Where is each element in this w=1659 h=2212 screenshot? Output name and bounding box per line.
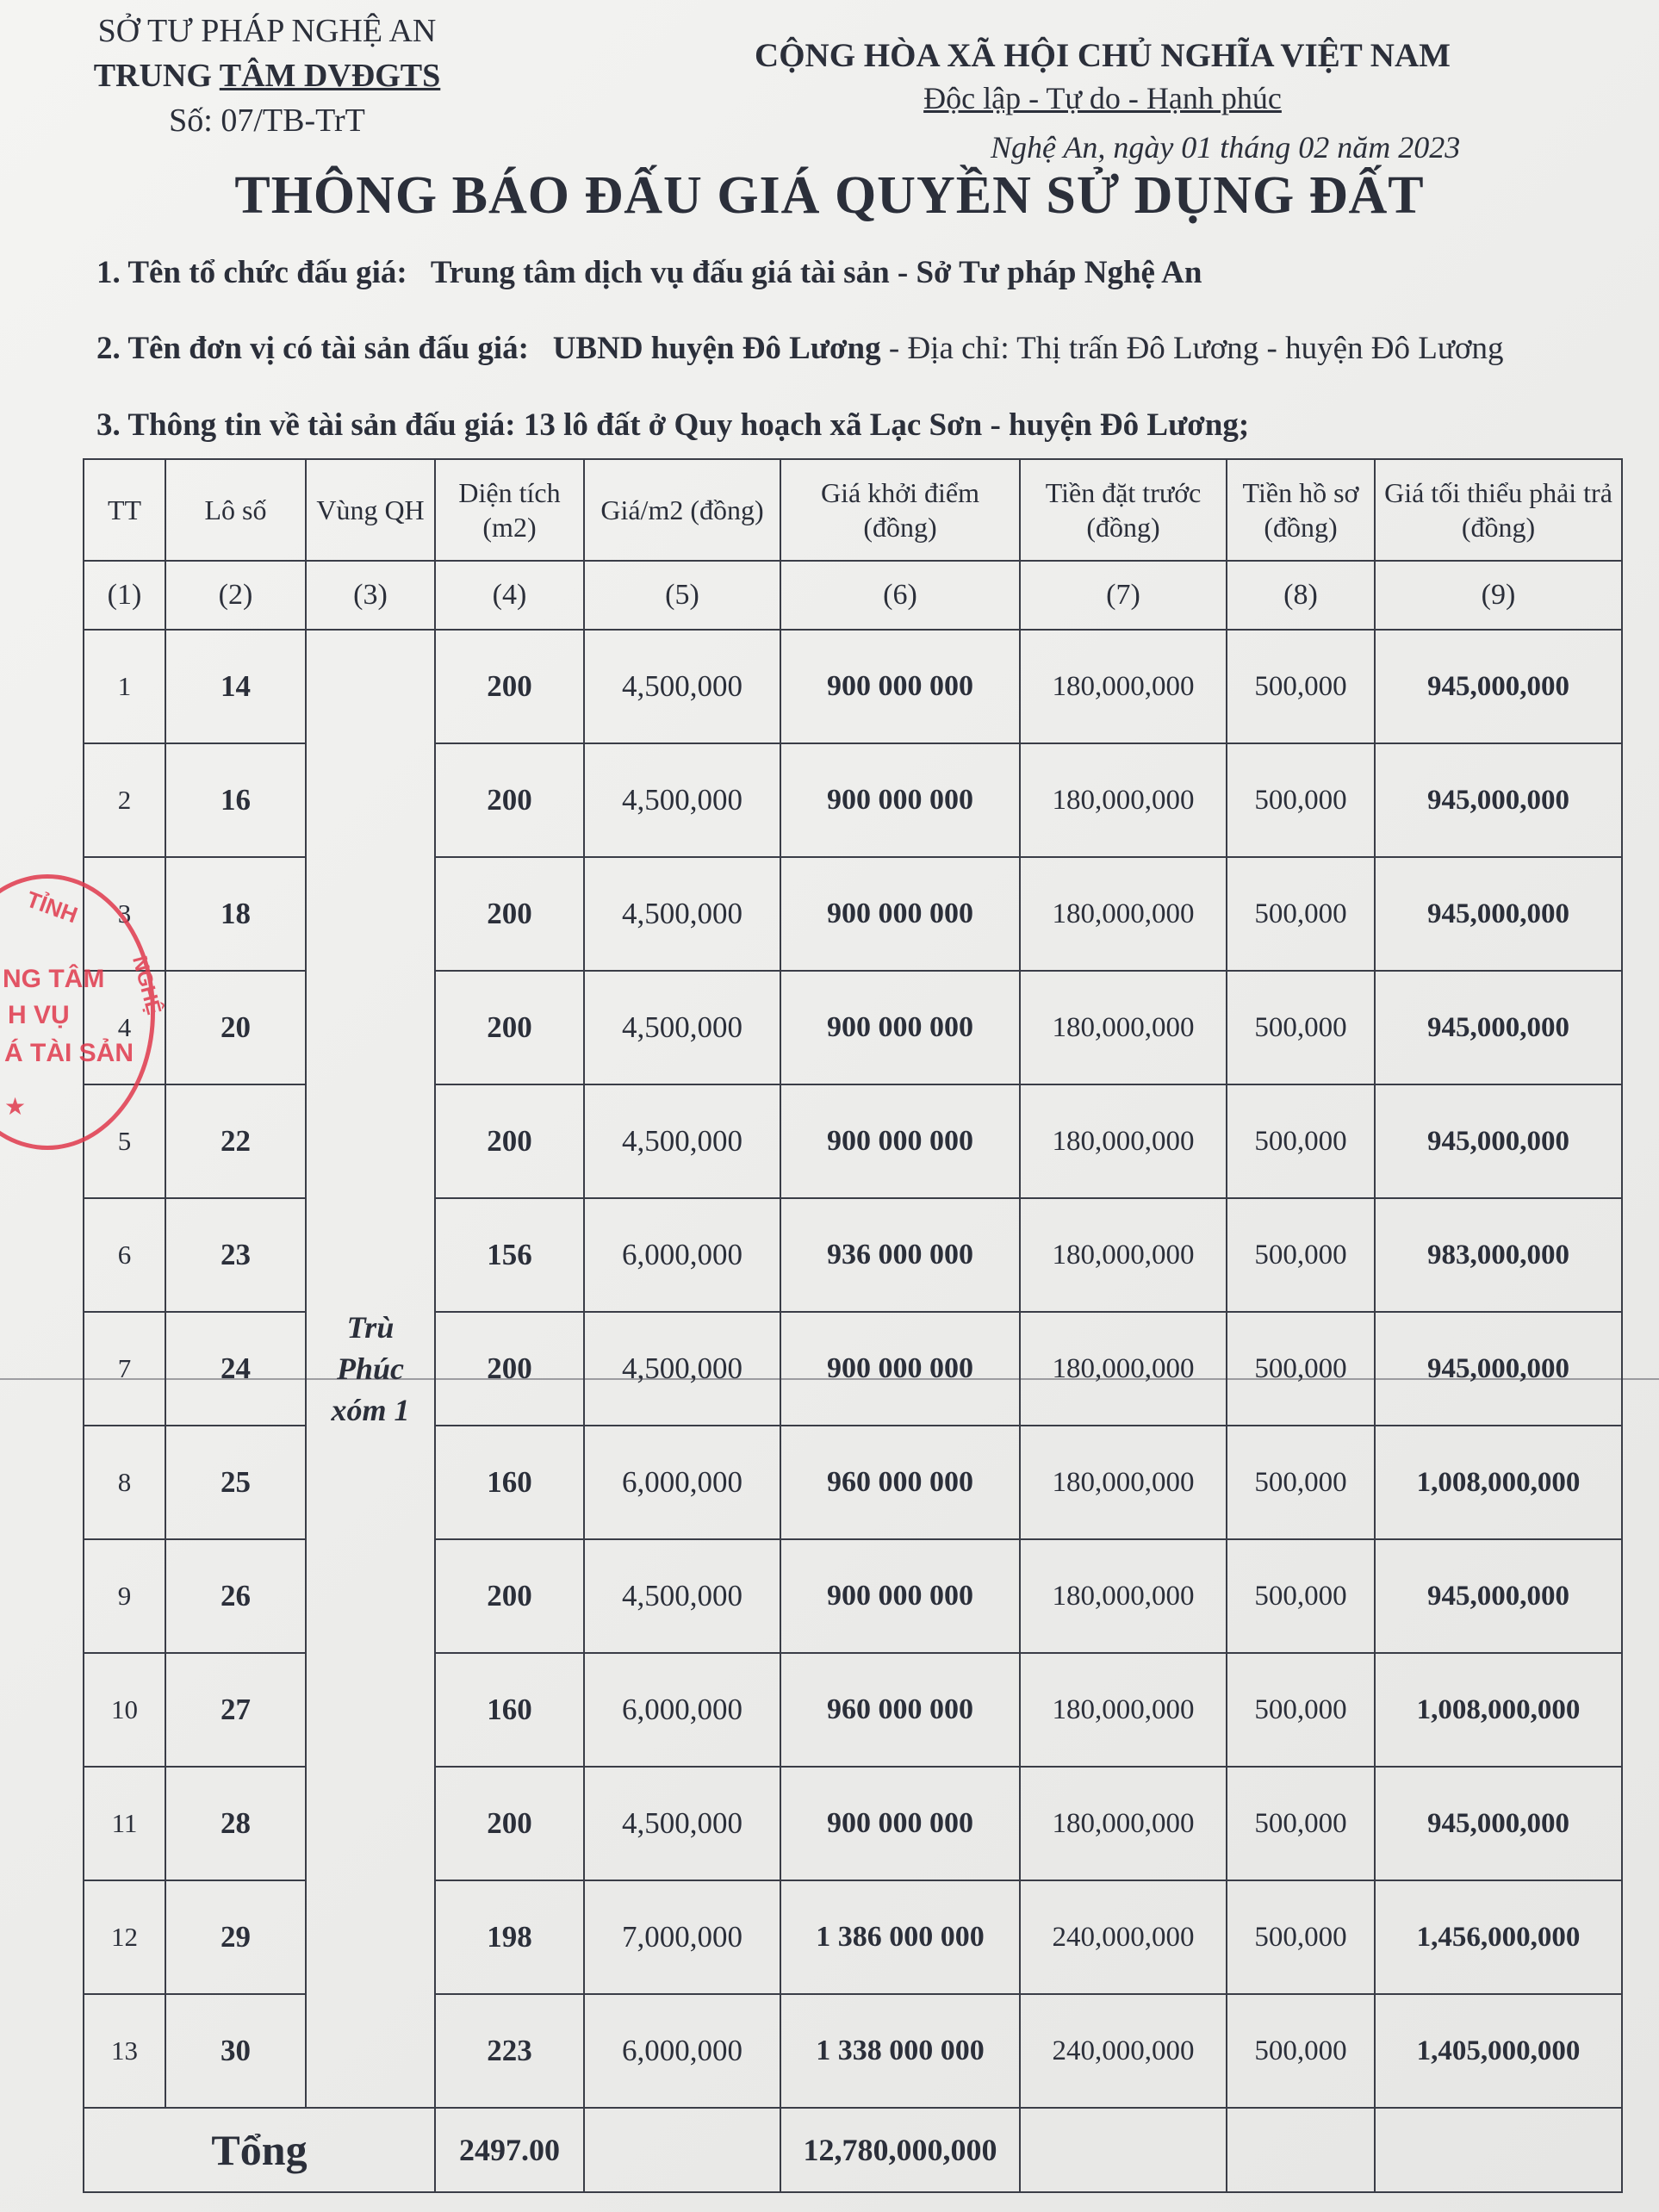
cell-deposit: 180,000,000	[1020, 1653, 1227, 1767]
total-area: 2497.00	[435, 2108, 584, 2192]
col-header-price: Giá/m2 (đồng)	[584, 459, 780, 561]
cell-lot: 16	[165, 743, 306, 857]
cell-fee: 500,000	[1227, 857, 1375, 971]
cell-min-payment: 945,000,000	[1375, 630, 1622, 743]
col-number: (5)	[584, 561, 780, 630]
cell-area: 200	[435, 1312, 584, 1426]
col-number: (4)	[435, 561, 584, 630]
cell-deposit: 180,000,000	[1020, 1539, 1227, 1653]
cell-price: 6,000,000	[584, 1994, 780, 2108]
col-header-min-payment: Giá tối thiểu phải trả (đồng)	[1375, 459, 1622, 561]
cell-deposit: 180,000,000	[1020, 1312, 1227, 1426]
cell-tt: 6	[84, 1198, 165, 1312]
cell-price: 6,000,000	[584, 1198, 780, 1312]
cell-area: 160	[435, 1426, 584, 1539]
cell-price: 6,000,000	[584, 1653, 780, 1767]
cell-tt: 11	[84, 1767, 165, 1880]
cell-deposit: 180,000,000	[1020, 743, 1227, 857]
cell-start-price: 900 000 000	[780, 630, 1020, 743]
cell-lot: 25	[165, 1426, 306, 1539]
info-line-owner: 2. Tên đơn vị có tài sản đấu giá: UBND huyện Đô Lương - Địa chỉ: Thị trấn Đô Lương - huyện Đô Lương	[96, 331, 1504, 366]
cell-lot: 26	[165, 1539, 306, 1653]
info-line-assets: 3. Thông tin về tài sản đấu giá: 13 lô đất ở Quy hoạch xã Lạc Sơn - huyện Đô Lương;	[96, 407, 1250, 443]
total-label: Tổng	[84, 2108, 435, 2192]
cell-min-payment: 1,008,000,000	[1375, 1426, 1622, 1539]
cell-price: 7,000,000	[584, 1880, 780, 1994]
cell-fee: 500,000	[1227, 1084, 1375, 1198]
cell-min-payment: 945,000,000	[1375, 1767, 1622, 1880]
cell-start-price: 900 000 000	[780, 971, 1020, 1084]
total-start-price: 12,780,000,000	[780, 2108, 1020, 2192]
national-motto: Độc lập - Tự do - Hạnh phúc	[923, 81, 1282, 115]
total-empty-cell	[1227, 2108, 1375, 2192]
cell-area: 200	[435, 1767, 584, 1880]
total-empty-cell	[1375, 2108, 1622, 2192]
cell-deposit: 180,000,000	[1020, 1198, 1227, 1312]
cell-min-payment: 945,000,000	[1375, 743, 1622, 857]
cell-start-price: 900 000 000	[780, 1312, 1020, 1426]
col-number: (8)	[1227, 561, 1375, 630]
cell-min-payment: 945,000,000	[1375, 1312, 1622, 1426]
cell-lot: 18	[165, 857, 306, 971]
cell-price: 4,500,000	[584, 1539, 780, 1653]
cell-tt: 9	[84, 1539, 165, 1653]
cell-deposit: 240,000,000	[1020, 1994, 1227, 2108]
cell-min-payment: 1,008,000,000	[1375, 1653, 1622, 1767]
total-empty-cell	[584, 2108, 780, 2192]
table-header-row	[84, 459, 1622, 561]
cell-deposit: 180,000,000	[1020, 1426, 1227, 1539]
col-number: (6)	[780, 561, 1020, 630]
col-header-fee: Tiền hồ sơ (đồng)	[1227, 459, 1375, 561]
cell-min-payment: 945,000,000	[1375, 1539, 1622, 1653]
cell-start-price: 936 000 000	[780, 1198, 1020, 1312]
cell-fee: 500,000	[1227, 1539, 1375, 1653]
cell-area: 200	[435, 743, 584, 857]
auction-lots-table	[83, 458, 1623, 2193]
info-line-organizer: 1. Tên tổ chức đấu giá: Trung tâm dịch vụ đấu giá tài sản - Sở Tư pháp Nghệ An	[96, 255, 1202, 290]
cell-area: 223	[435, 1994, 584, 2108]
nation-name: CỘNG HÒA XÃ HỘI CHỦ NGHĨA VIỆT NAM	[755, 37, 1451, 74]
cell-lot: 27	[165, 1653, 306, 1767]
col-number: (3)	[306, 561, 435, 630]
cell-fee: 500,000	[1227, 1880, 1375, 1994]
cell-tt: 13	[84, 1994, 165, 2108]
col-header-start-price: Giá khởi điểm (đồng)	[780, 459, 1020, 561]
cell-start-price: 1 386 000 000	[780, 1880, 1020, 1994]
table-row	[84, 630, 1622, 743]
col-header-deposit: Tiền đặt trước (đồng)	[1020, 459, 1227, 561]
cell-start-price: 1 338 000 000	[780, 1994, 1020, 2108]
col-header-tt: TT	[84, 459, 165, 561]
cell-deposit: 180,000,000	[1020, 630, 1227, 743]
cell-area: 156	[435, 1198, 584, 1312]
cell-lot: 23	[165, 1198, 306, 1312]
cell-price: 6,000,000	[584, 1426, 780, 1539]
cell-lot: 29	[165, 1880, 306, 1994]
col-number: (1)	[84, 561, 165, 630]
column-number-row	[84, 561, 1622, 630]
cell-min-payment: 945,000,000	[1375, 971, 1622, 1084]
cell-min-payment: 945,000,000	[1375, 1084, 1622, 1198]
cell-fee: 500,000	[1227, 1994, 1375, 2108]
cell-deposit: 240,000,000	[1020, 1880, 1227, 1994]
cell-tt: 5	[84, 1084, 165, 1198]
page-title: THÔNG BÁO ĐẤU GIÁ QUYỀN SỬ DỤNG ĐẤT	[234, 166, 1425, 225]
cell-price: 4,500,000	[584, 971, 780, 1084]
paper-fold-line	[0, 1378, 1659, 1380]
national-header	[672, 34, 1533, 119]
cell-start-price: 900 000 000	[780, 1084, 1020, 1198]
cell-tt: 1	[84, 630, 165, 743]
cell-price: 4,500,000	[584, 1312, 780, 1426]
cell-fee: 500,000	[1227, 630, 1375, 743]
cell-price: 4,500,000	[584, 630, 780, 743]
cell-lot: 24	[165, 1312, 306, 1426]
cell-start-price: 900 000 000	[780, 743, 1020, 857]
cell-lot: 28	[165, 1767, 306, 1880]
col-number: (7)	[1020, 561, 1227, 630]
official-seal-stamp: TỈNH NG TÂM H VỤ Á TÀI SẢN NGHỆ ★	[0, 874, 155, 1150]
cell-start-price: 960 000 000	[780, 1426, 1020, 1539]
cell-fee: 500,000	[1227, 1198, 1375, 1312]
total-empty-cell	[1020, 2108, 1227, 2192]
total-row	[84, 2108, 1622, 2192]
col-header-lot: Lô số	[165, 459, 306, 561]
cell-min-payment: 945,000,000	[1375, 857, 1622, 971]
cell-price: 4,500,000	[584, 1084, 780, 1198]
cell-area: 200	[435, 630, 584, 743]
cell-area: 160	[435, 1653, 584, 1767]
cell-tt: 7	[84, 1312, 165, 1426]
center-name: TRUNG TÂM DVĐGTS	[93, 58, 441, 94]
cell-tt: 2	[84, 743, 165, 857]
cell-start-price: 960 000 000	[780, 1653, 1020, 1767]
cell-fee: 500,000	[1227, 1767, 1375, 1880]
cell-fee: 500,000	[1227, 1426, 1375, 1539]
cell-area: 200	[435, 1084, 584, 1198]
cell-lot: 22	[165, 1084, 306, 1198]
cell-fee: 500,000	[1227, 1653, 1375, 1767]
issuer-header	[86, 9, 448, 143]
cell-fee: 500,000	[1227, 1312, 1375, 1426]
cell-lot: 20	[165, 971, 306, 1084]
cell-tt: 3	[84, 857, 165, 971]
cell-tt: 4	[84, 971, 165, 1084]
cell-lot: 30	[165, 1994, 306, 2108]
cell-tt: 12	[84, 1880, 165, 1994]
cell-deposit: 180,000,000	[1020, 857, 1227, 971]
cell-tt: 10	[84, 1653, 165, 1767]
col-number: (2)	[165, 561, 306, 630]
cell-deposit: 180,000,000	[1020, 1767, 1227, 1880]
cell-tt: 8	[84, 1426, 165, 1539]
cell-area: 200	[435, 857, 584, 971]
cell-start-price: 900 000 000	[780, 1539, 1020, 1653]
star-icon: ★	[4, 1093, 27, 1120]
cell-price: 4,500,000	[584, 1767, 780, 1880]
cell-area: 200	[435, 1539, 584, 1653]
cell-lot: 14	[165, 630, 306, 743]
cell-price: 4,500,000	[584, 857, 780, 971]
cell-min-payment: 983,000,000	[1375, 1198, 1622, 1312]
document-number: Số: 07/TB-TrT	[169, 103, 365, 139]
col-header-zone: Vùng QH	[306, 459, 435, 561]
cell-fee: 500,000	[1227, 743, 1375, 857]
cell-area: 198	[435, 1880, 584, 1994]
cell-price: 4,500,000	[584, 743, 780, 857]
cell-start-price: 900 000 000	[780, 857, 1020, 971]
cell-deposit: 180,000,000	[1020, 971, 1227, 1084]
agency-name: SỞ TƯ PHÁP NGHỆ AN	[97, 13, 437, 49]
issue-date: Nghệ An, ngày 01 tháng 02 năm 2023	[991, 130, 1461, 165]
cell-min-payment: 1,405,000,000	[1375, 1994, 1622, 2108]
cell-deposit: 180,000,000	[1020, 1084, 1227, 1198]
cell-min-payment: 1,456,000,000	[1375, 1880, 1622, 1994]
cell-area: 200	[435, 971, 584, 1084]
cell-fee: 500,000	[1227, 971, 1375, 1084]
cell-start-price: 900 000 000	[780, 1767, 1020, 1880]
cell-zone: Trù Phúc xóm 1	[306, 630, 435, 2108]
col-number: (9)	[1375, 561, 1622, 630]
col-header-area: Diện tích (m2)	[435, 459, 584, 561]
